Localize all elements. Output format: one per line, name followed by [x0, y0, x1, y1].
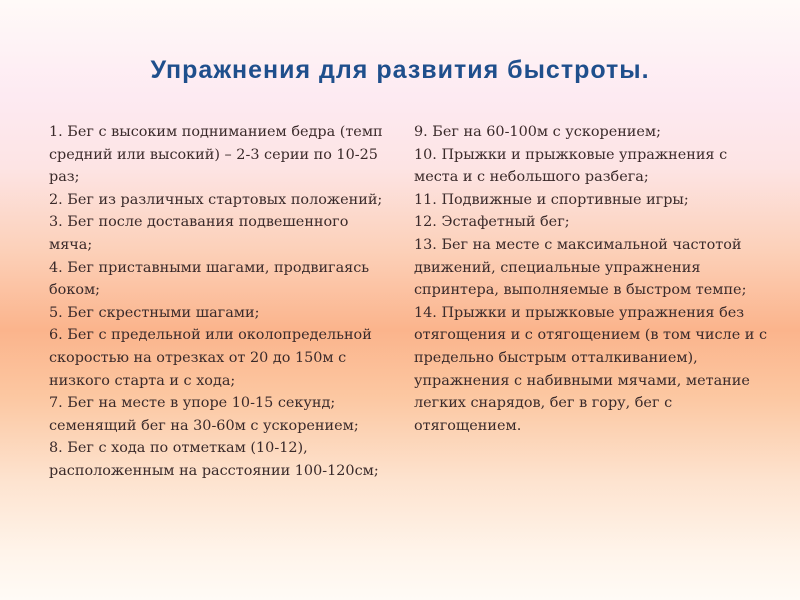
list-item: 6. Бег с предельной или околопредельной скоростью на отрезках от 20 до 150м с низкого старта и с хода;: [49, 327, 372, 389]
list-item: 8. Бег с хода по отметкам (10-12), расположенным на расстоянии 100-120см;: [49, 440, 379, 479]
list-item: 2. Бег из различных стартовых положений;: [49, 191, 383, 208]
list-item: 3. Бег после доставания подвешенного мяча;: [49, 214, 349, 253]
list-item: 1. Бег с высоким подниманием бедра (темп средний или высокий) – 2-3 серии по 10-25 раз;: [49, 124, 383, 186]
slide-title: Упражнения для развития быстроты.: [150, 56, 650, 84]
list-item: 10. Прыжки и прыжковые упражнения с места и с небольшого разбега;: [414, 146, 728, 186]
list-item: 12. Эстафетный бег;: [414, 214, 570, 231]
exercise-list-right: [414, 121, 772, 437]
list-item: 11. Подвижные и спортивные игры;: [414, 191, 689, 208]
list-item: 4. Бег приставными шагами, продвигаясь боком;: [49, 259, 370, 299]
list-item: 7. Бег на месте в упоре 10-15 секунд; семенящий бег на 30-60м с ускорением;: [49, 395, 359, 434]
list-item: 9. Бег на 60-100м с ускорением;: [414, 124, 661, 140]
list-item: 5. Бег скрестными шагами;: [49, 304, 260, 321]
list-item: 13. Бег на месте с максимальной частотой движений, специальные упражнения спринтера, выполняемые в быстром темпе;: [414, 236, 747, 299]
exercise-list-left: [49, 121, 394, 483]
list-item: 14. Прыжки и прыжковые упражнения без отягощения и с отягощением (в том числе и с предельно быстрым отталкиванием), упражнения с набивными мячами, метание легких снарядов, бег в гору, бег с отягощением.: [414, 304, 768, 434]
